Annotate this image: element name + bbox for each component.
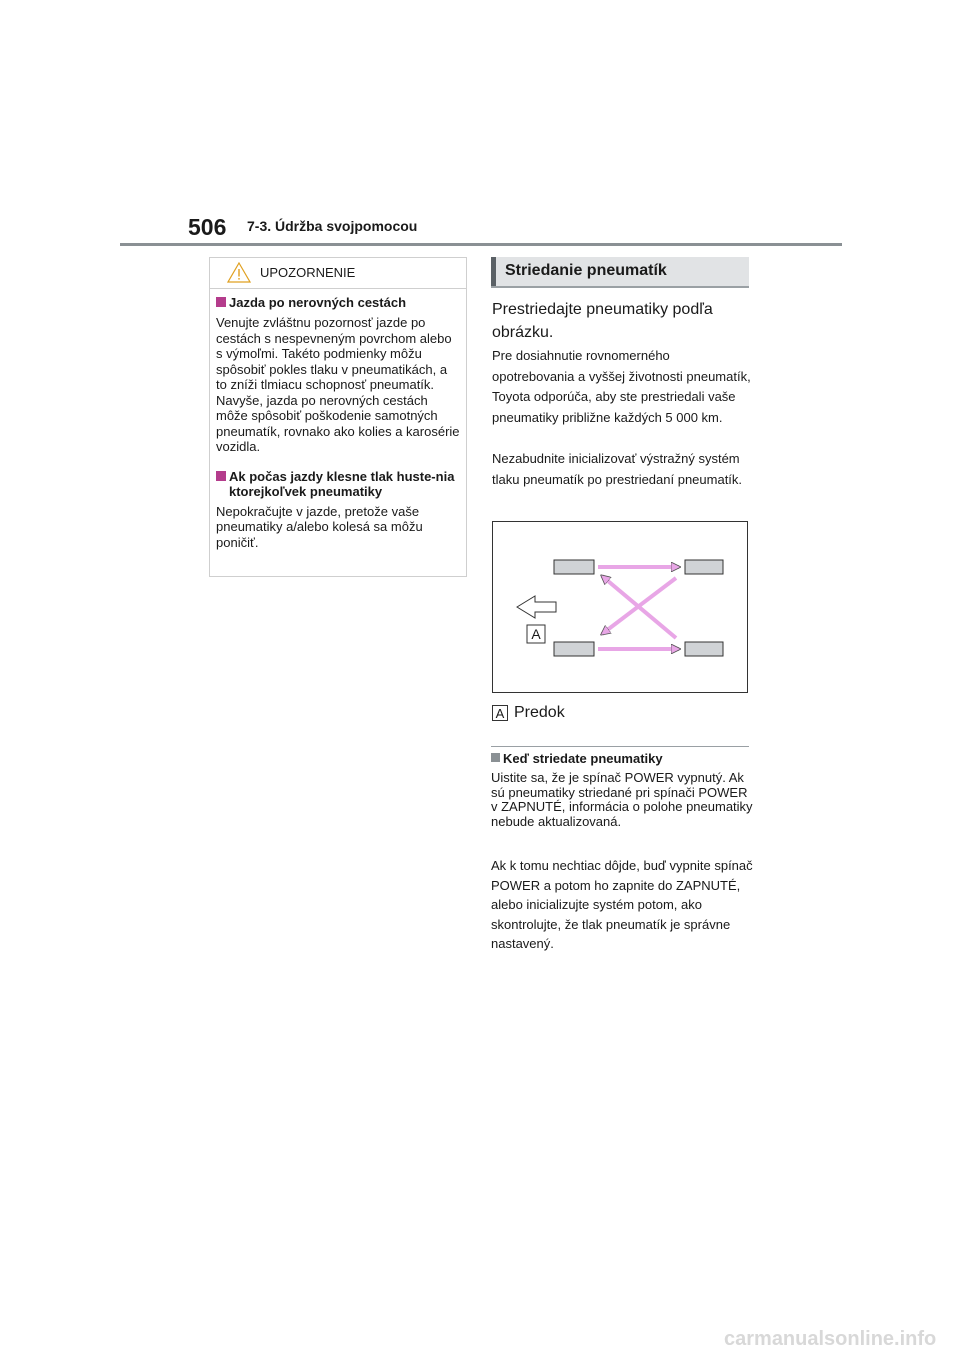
tire-front-left [685, 560, 723, 574]
warning-title: UPOZORNENIE [260, 265, 356, 280]
warning-item-text: Nepokračujte v jazde, pretože vaše pneumatiky a/alebo kolesá sa môžu poničiť. [216, 503, 423, 550]
watermark: carmanualsonline.info [724, 1328, 937, 1350]
front-direction-arrow-icon [517, 596, 556, 618]
tire-rear-left [554, 560, 594, 574]
tire-front-right [685, 642, 723, 656]
bullet-square-icon [216, 297, 226, 307]
section-intro: Prestriedajte pneumatiky podľa obrázku. [492, 301, 713, 341]
warning-item-heading-text: Jazda po nerovných cestách [229, 295, 407, 310]
warning-header [210, 258, 466, 289]
header-rule [120, 243, 842, 246]
tire-rotation-diagram [492, 521, 748, 693]
warning-box [209, 257, 467, 577]
warning-body [210, 289, 466, 550]
note-heading [491, 751, 663, 766]
legend-key: A [492, 705, 508, 721]
diagram-label: A [531, 626, 541, 642]
chapter-title: 7-3. Údržba svojpomocou [247, 218, 418, 234]
warning-item-heading-text: Ak počas jazdy klesne tlak huste-nia ktorejkoľvek pneumatiky [229, 468, 455, 499]
warning-triangle-icon [227, 262, 251, 288]
page-number: 506 [188, 214, 227, 240]
warning-item-heading [216, 469, 460, 499]
section-paragraph: Nezabudnite inicializovať výstražný systém tlaku pneumatík po prestriedaní pneumatík. [492, 451, 743, 487]
note-heading-text: Keď striedate pneumatiky [503, 751, 663, 766]
legend [492, 704, 565, 722]
section-heading-bar [491, 257, 496, 286]
section-heading-text: Striedanie pneumatík [505, 262, 667, 279]
legend-text: Predok [514, 704, 565, 721]
bullet-square-icon [491, 753, 500, 762]
warning-item-heading [216, 295, 460, 310]
note-text: Ak k tomu nechtiac dôjde, buď vypnite spínač POWER a potom ho zapnite do ZAPNUTÉ, alebo inicializujte systém potom, ako skontrolujte, že tlak pneumatík je správne nastavený. [491, 858, 753, 951]
section-paragraph: Pre dosiahnutie rovnomerného opotrebovania a vyššej životnosti pneumatík, Toyota odporúča, aby ste prestriedali vaše pneumatiky približne každých 5 000 km. [492, 348, 751, 425]
bullet-square-icon [216, 471, 226, 481]
warning-item-text: Venujte zvláštnu pozornosť jazde po cestách s nespevneným povrchom alebo s výmoľmi. Takéto podmienky môžu spôsobiť pokles tlaku v pneumatikách, a to zníži tlmiacu schopnosť pneumatík. Navyše, jazda po nerovných cestách môže spôsobiť poškodenie samotných pneumatík, rovnako ako kolies a karosérie vozidla. [216, 315, 460, 454]
note-text: Uistite sa, že je spínač POWER vypnutý. Ak sú pneumatiky striedané pri spínači POWER v ZAPNUTÉ, informácia o polohe pneumatiky nebude aktualizovaná. [491, 770, 753, 829]
note-rule [491, 746, 749, 747]
tire-rear-right [554, 642, 594, 656]
section-heading [491, 257, 749, 288]
